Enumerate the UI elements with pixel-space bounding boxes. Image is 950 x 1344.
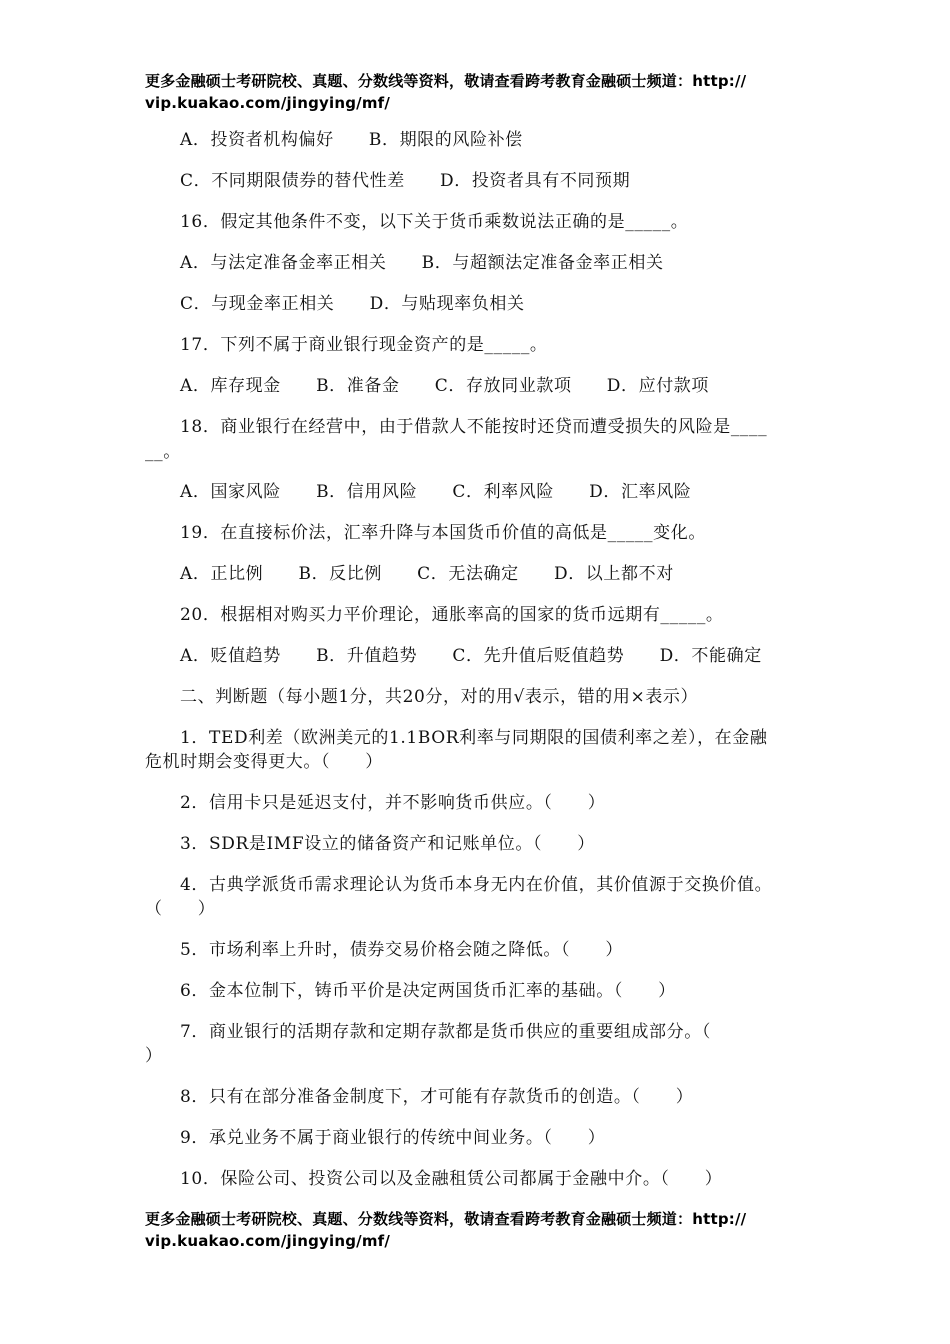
header-banner-line1: 更多金融硕士考研院校、真题、分数线等资料，敬请查看跨考教育金融硕士频道：http:// xyxy=(145,72,747,90)
q16-options-row2: C．与现金率正相关 D．与贴现率负相关 xyxy=(180,294,525,314)
q20-options-row1: A．贬值趋势 B．升值趋势 C．先升值后贬值趋势 D．不能确定 xyxy=(180,646,762,666)
judgment-3: 3．SDR是IMF设立的储备资产和记账单位。（ ） xyxy=(180,834,595,854)
judgment-8: 8．只有在部分准备金制度下，才可能有存款货币的创造。（ ） xyxy=(180,1087,694,1107)
q18-stem-line2: __。 xyxy=(145,442,181,462)
q16-stem: 16．假定其他条件不变，以下关于货币乘数说法正确的是_____。 xyxy=(180,212,689,232)
q16-options-row1: A．与法定准备金率正相关 B．与超额法定准备金率正相关 xyxy=(180,253,664,273)
judgment-7-line1: 7．商业银行的活期存款和定期存款都是货币供应的重要组成部分。（ xyxy=(180,1022,711,1042)
q19-options-row1: A．正比例 B．反比例 C．无法确定 D．以上都不对 xyxy=(180,564,674,584)
judgment-5: 5．市场利率上升时，债券交易价格会随之降低。（ ） xyxy=(180,940,623,960)
footer-banner-line1: 更多金融硕士考研院校、真题、分数线等资料，敬请查看跨考教育金融硕士频道：http:// xyxy=(145,1210,747,1228)
q19-stem: 19．在直接标价法，汇率升降与本国货币价值的高低是_____变化。 xyxy=(180,523,706,543)
q20-stem: 20．根据相对购买力平价理论，通胀率高的国家的货币远期有_____。 xyxy=(180,605,724,625)
judgment-10: 10．保险公司、投资公司以及金融租赁公司都属于金融中介。（ ） xyxy=(180,1169,723,1189)
header-banner xyxy=(145,70,825,114)
q17-options-row1: A．库存现金 B．准备金 C．存放同业款项 D．应付款项 xyxy=(180,376,710,396)
judgment-1-line1: 1．TED利差（欧洲美元的1.1BOR利率与同期限的国债利率之差），在金融 xyxy=(180,728,768,748)
q18-stem-line1: 18．商业银行在经营中，由于借款人不能按时还贷而遭受损失的风险是____ xyxy=(180,417,768,437)
q15-options-row1: A．投资者机构偏好 B．期限的风险补偿 xyxy=(180,130,523,150)
footer-banner-link[interactable]: vip.kuakao.com/jingying/mf/ xyxy=(145,1232,391,1250)
q17-stem: 17．下列不属于商业银行现金资产的是_____。 xyxy=(180,335,548,355)
q18-options-row1: A．国家风险 B．信用风险 C．利率风险 D．汇率风险 xyxy=(180,482,692,502)
section2-title: 二、判断题（每小题1分，共20分，对的用√表示，错的用×表示） xyxy=(180,687,699,707)
judgment-4-line1: 4．古典学派货币需求理论认为货币本身无内在价值，其价值源于交换价值。 xyxy=(180,875,773,895)
judgment-7-line2: ） xyxy=(145,1046,163,1066)
judgment-1-line2: 危机时期会变得更大。（ ） xyxy=(145,752,383,772)
judgment-6: 6．金本位制下，铸币平价是决定两国货币汇率的基础。（ ） xyxy=(180,981,676,1001)
judgment-2: 2．信用卡只是延迟支付，并不影响货币供应。（ ） xyxy=(180,793,606,813)
header-banner-link[interactable]: vip.kuakao.com/jingying/mf/ xyxy=(145,94,391,112)
judgment-9: 9．承兑业务不属于商业银行的传统中间业务。（ ） xyxy=(180,1128,606,1148)
footer-banner xyxy=(145,1208,825,1252)
q15-options-row2: C．不同期限债券的替代性差 D．投资者具有不同预期 xyxy=(180,171,631,191)
judgment-4-line2: （ ） xyxy=(145,899,216,919)
